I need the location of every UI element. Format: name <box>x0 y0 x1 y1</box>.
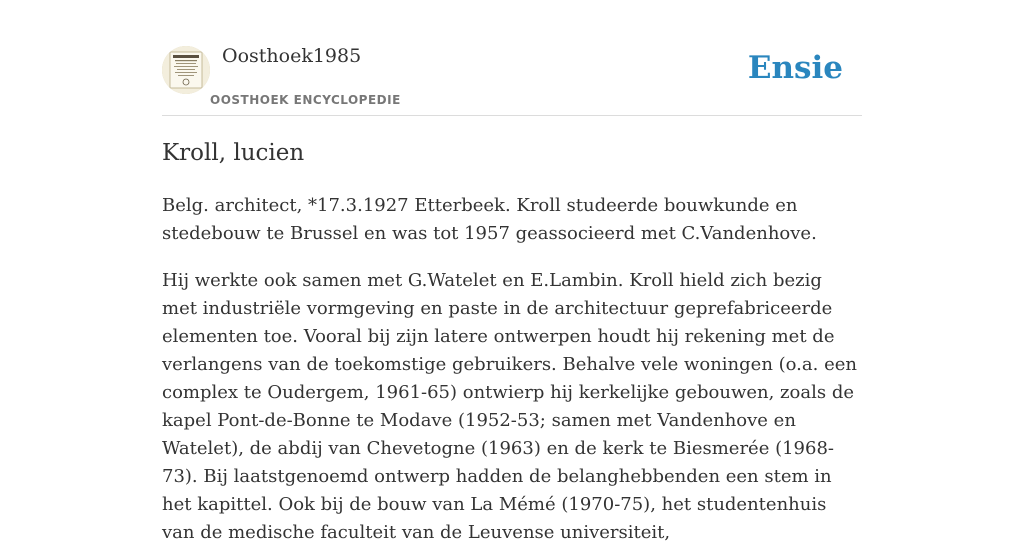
article-title: Kroll, lucien <box>162 140 305 166</box>
article-header <box>162 0 862 116</box>
article-paragraph-2: Hij werkte ook samen met G.Watelet en E.Lambin. Kroll hield zich bezig met industriële vormgeving en paste in de architectuur geprefabriceerde elementen toe. Vooral bij zijn latere ontwerpen houdt hij rekening met de verlangens van de toekomstige gebruikers. Behalve vele woningen (o.a. een complex te Oudergem, 1961-65) ontwierp hij kerkelijke gebouwen, zoals de kapel Pont-de-Bonne te Modave (1952-53; samen met Vandenhove en Watelet), de abdij van Chevetogne (1963) en de kerk te Biesmerée (1968-73). Bij laatstgenoemd ontwerp hadden de belanghebbenden een stem in het kapittel. Ook bij de bouw van La Mémé (1970-75), het studentenhuis van de medische faculteit van de Leuvense universiteit, <box>162 270 857 543</box>
publisher-label: OOSTHOEK ENCYCLOPEDIE <box>210 93 401 107</box>
ensie-logo[interactable]: Ensie <box>747 50 843 86</box>
article-paragraph-1: Belg. architect, *17.3.1927 Etterbeek. Kroll studeerde bouwkunde en stedebouw te Brussel en was tot 1957 geassocieerd met C.Vandenhove. <box>162 195 817 244</box>
article-page <box>162 0 862 543</box>
author-link[interactable]: Oosthoek1985 <box>222 45 362 67</box>
book-cover-icon[interactable] <box>162 46 210 94</box>
